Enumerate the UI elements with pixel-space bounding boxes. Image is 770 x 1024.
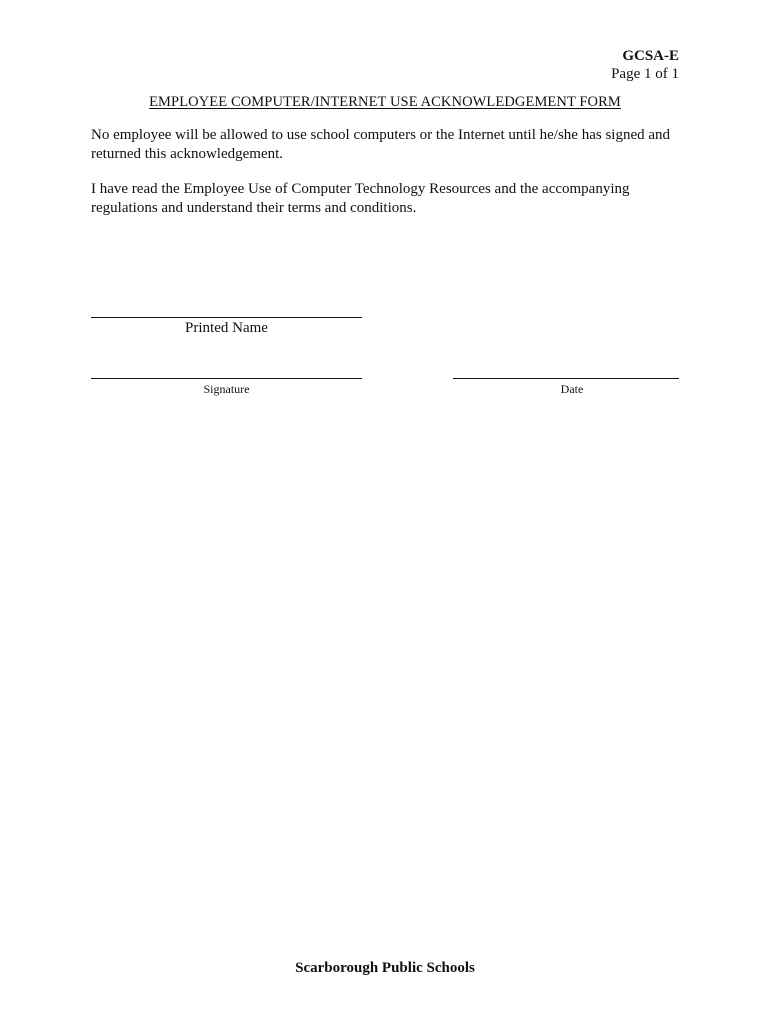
acknowledgement-paragraph: I have read the Employee Use of Computer Technology Resources and the accompanying regulations and understand their terms and conditions. (91, 181, 630, 216)
date-field-line[interactable] (453, 378, 679, 379)
intro-paragraph: No employee will be allowed to use school computers or the Internet until he/she has signed and returned this acknowledgement. (91, 127, 671, 162)
date-label: Date (560, 382, 584, 396)
page-number: Page 1 of 1 (611, 66, 679, 82)
footer-organization: Scarborough Public Schools (295, 960, 475, 976)
signature-field-line[interactable] (91, 378, 362, 379)
printed-name-field-line[interactable] (91, 317, 362, 318)
signature-label: Signature (203, 382, 250, 396)
form-title: EMPLOYEE COMPUTER/INTERNET USE ACKNOWLEDGEMENT FORM (149, 94, 621, 110)
policy-code: GCSA-E (622, 48, 679, 64)
printed-name-label: Printed Name (185, 320, 268, 336)
